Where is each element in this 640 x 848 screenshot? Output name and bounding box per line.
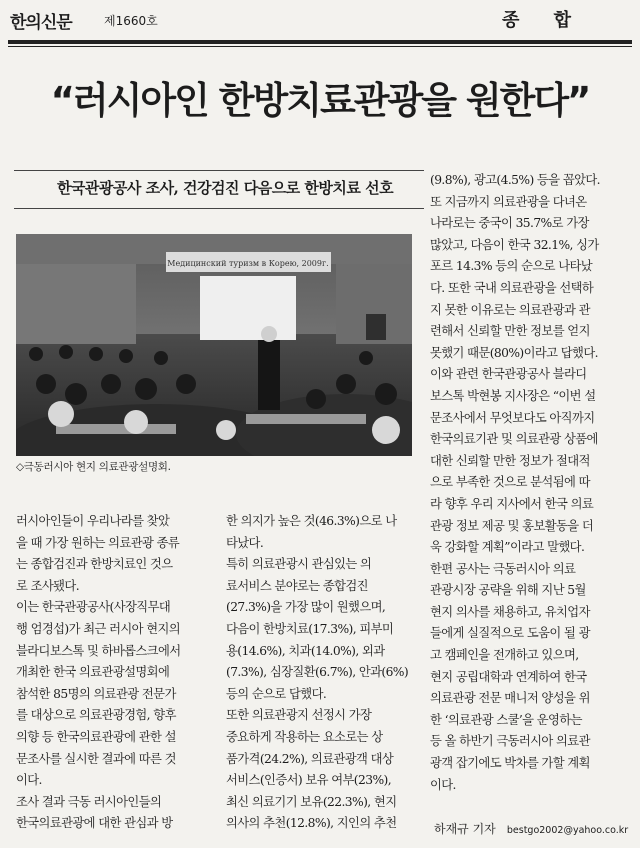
article-line: 서비스(인증서) 보유 여부(23%), (226, 773, 392, 788)
section-label: 종 합 (502, 10, 586, 31)
article-line: 현지 공립대학과 연계하여 한국 (430, 669, 587, 684)
article-line: 료서비스 분야로는 종합검진 (226, 578, 368, 593)
article-line: 이다. (16, 773, 42, 788)
article-line: 는 종합검진과 한방치료인 것으 (16, 557, 173, 572)
article-column-2 (226, 511, 418, 835)
article-line: 블라디보스톡 및 하바롭스크에서 (16, 643, 181, 658)
article-line: 보스톡 박현봉 지사장은 “이번 설 (430, 388, 596, 403)
article-line: 이와 관련 한국관광공사 블라디 (430, 367, 587, 382)
article-line: (27.3%)을 가장 많이 원했으며, (226, 600, 386, 615)
subheadline: 한국관광공사 조사, 건강검진 다음으로 한방치료 선호 (56, 179, 394, 197)
subheadline-rule-top (14, 170, 424, 171)
article-column-3 (430, 170, 630, 796)
headline: “러시아인 한방치료관광을 원한다” (50, 79, 590, 122)
article-line: 타났다. (226, 535, 264, 550)
article-line: 특히 의료관광시 관심있는 의 (226, 557, 372, 572)
photo-caption: ◇극동러시아 현지 의료관광설명회. (16, 461, 171, 473)
article-line: 의료관광 전문 매니저 양성을 위 (430, 691, 590, 706)
masthead-rule-thin (8, 46, 632, 47)
article-line: 개최한 한국 의료관광설명회에 (16, 665, 170, 680)
article-line: 한 ‘의료관광 스쿨’을 운영하는 (430, 712, 582, 727)
banner-text: Медицинский туризм в Корею, 2009г. (167, 259, 329, 268)
article-line: 로 조사됐다. (16, 578, 80, 593)
article-line: 라 향후 우리 지사에서 한국 의료 (430, 496, 594, 511)
conference-photo (16, 234, 412, 456)
article-line: 조사 결과 극동 러시아인들의 (16, 794, 162, 809)
article-line: 많았고, 다음이 한국 32.1%, 싱가 (430, 237, 599, 252)
article-line: 관광시장 공략을 위해 지난 5월 (430, 583, 586, 598)
subheadline-rule-bottom (14, 208, 424, 209)
article-line: 등 올 하반기 극동러시아 의료관 (430, 734, 590, 749)
article-line: 다음이 한방치료(17.3%), 피부미 (226, 621, 394, 636)
article-line: 나라로는 중국이 35.7%로 가장 (430, 216, 589, 231)
article-line: 한국의료관광에 대한 관심과 방 (16, 816, 173, 831)
article-line: (9.8%), 광고(4.5%) 등을 꼽았다. (430, 173, 600, 187)
article-line: 현지 의사를 채용하고, 유치업자 (430, 604, 590, 619)
article-line: 행 엄경섭)가 최근 러시아 현지의 (16, 621, 181, 636)
article-line: 을 때 가장 원하는 의료관광 종류 (16, 535, 180, 550)
article-line: 지 못한 이유로는 의료관광과 관 (430, 302, 590, 317)
article-line: 못했기 때문(80%)이라고 답했다. (430, 345, 598, 360)
article-line: 한 의지가 높은 것(46.3%)으로 나 (226, 514, 397, 528)
masthead-rule (8, 40, 632, 44)
article-line: 다. 또한 국내 의료관광을 선택하 (430, 280, 594, 295)
article-line: 최신 의료기기 보유(22.3%), 현지 (226, 794, 397, 809)
newspaper-name: 한의신문 (10, 13, 72, 33)
article-line: 한편 공사는 극동러시아 의료 (430, 561, 576, 576)
article-line: 으로 부족한 것으로 분석됨에 따 (430, 475, 590, 490)
article-line: 한국의료기관 및 의료관광 상품에 (430, 432, 598, 447)
article-line: 욱 강화할 계획”이라고 말했다. (430, 540, 585, 555)
article-line: 품가격(24.2%), 의료관광객 대상 (226, 751, 394, 766)
article-line: 를 대상으로 의료관광경험, 향후 (16, 708, 176, 723)
article-line: 중요하게 작용하는 요소로는 상 (226, 729, 383, 744)
issue-number: 제1660호 (104, 14, 158, 28)
reporter-name: 하재규 기자 (434, 822, 496, 836)
article-line: 또한 의료관광지 선정시 가장 (226, 708, 372, 723)
article-line: 등의 순으로 답했다. (226, 686, 327, 701)
article-line: 관광 정보 제공 및 홍보활동을 더 (430, 518, 594, 533)
article-line: 러시아인들이 우리나라를 찾았 (16, 514, 170, 528)
article-line: 문조사를 실시한 결과에 따른 것 (16, 751, 176, 766)
reporter-email[interactable]: bestgo2002@yahoo.co.kr (506, 825, 629, 836)
article-line: (7.3%), 심장질환(6.7%), 안과(6%) (226, 665, 409, 680)
article-line: 광객 잡기에도 박차를 가할 계획 (430, 756, 590, 771)
article-line: 이다. (430, 777, 456, 792)
article-line: 또 지금까지 의료관광을 다녀온 (430, 194, 587, 209)
article-line: 이는 한국관광공사(사장직무대 (16, 600, 171, 615)
article-line: 의사의 추천(12.8%), 지인의 추천 (226, 816, 397, 831)
byline (434, 818, 630, 837)
article-line: 대한 신뢰할 만한 정보가 절대적 (430, 453, 590, 468)
article-line: 용(14.6%), 치과(14.0%), 외과 (226, 643, 385, 658)
article-column-1 (16, 511, 212, 835)
article-line: 포르 14.3% 등의 순으로 나타났 (430, 259, 593, 274)
article-line: 련해서 신뢰할 만한 정보를 얻지 (430, 324, 590, 339)
article-line: 들에게 실질적으로 도움이 될 광 (430, 626, 590, 641)
article-line: 고 캠페인을 전개하고 있으며, (430, 648, 579, 663)
article-line: 의향 등 한국의료관광에 관한 설 (16, 729, 176, 744)
article-line: 문조사에서 무엇보다도 아직까지 (430, 410, 595, 425)
article-line: 참석한 85명의 의료관광 전문가 (16, 686, 176, 701)
